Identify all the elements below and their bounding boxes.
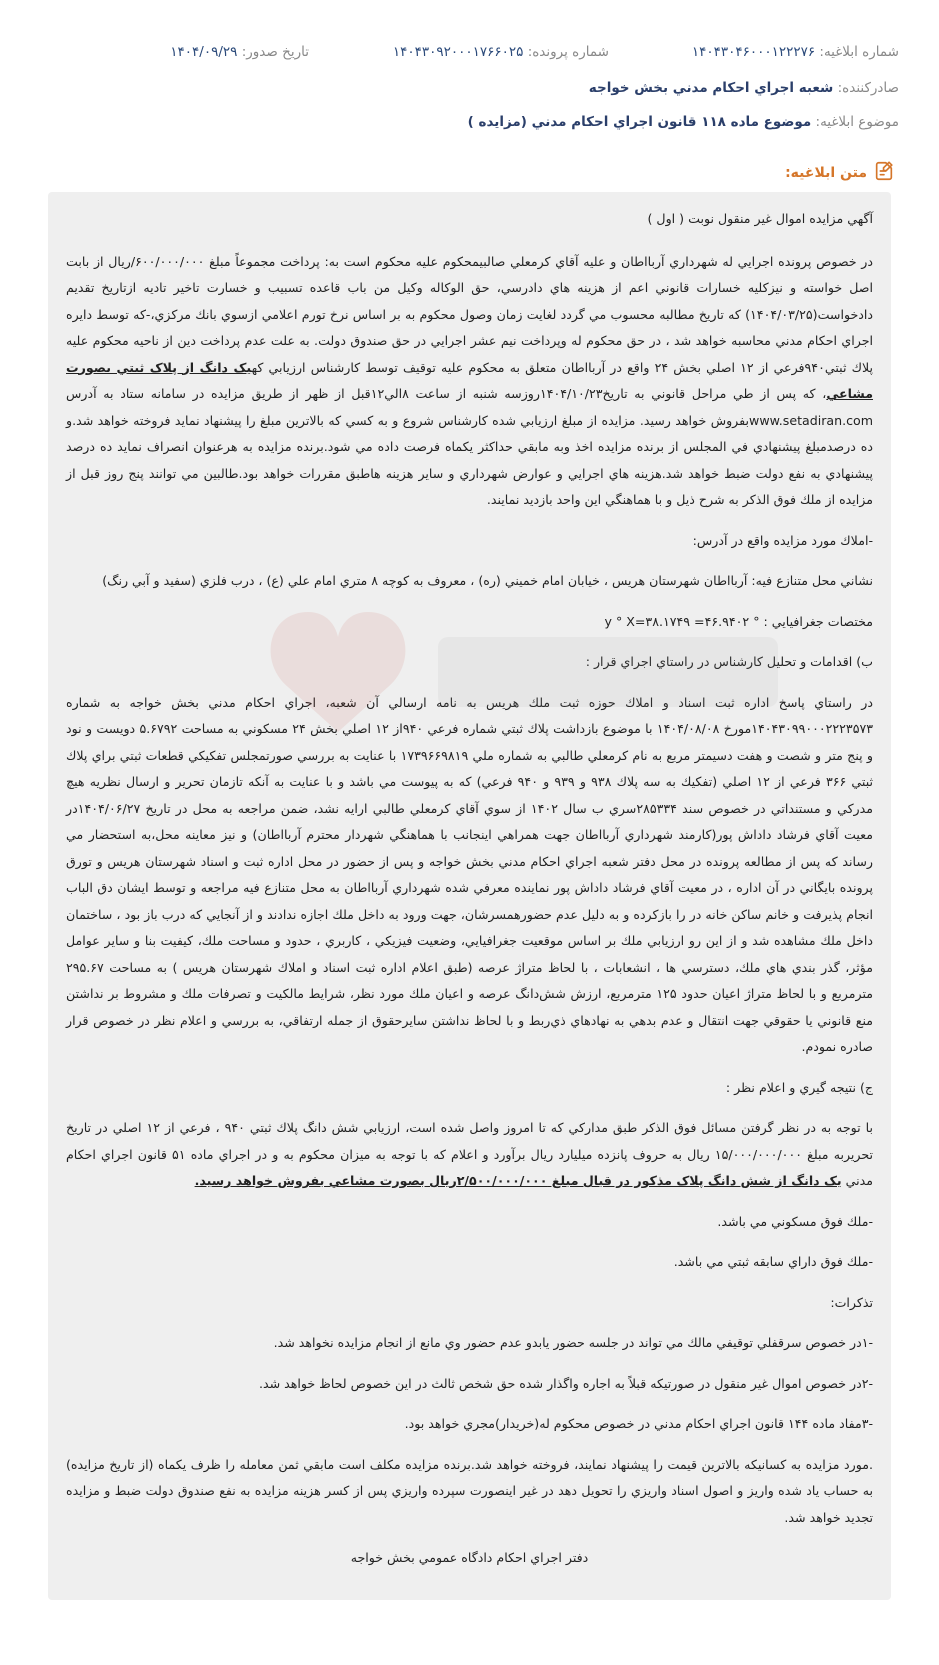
- issue-date-label: تاريخ صدور:: [241, 44, 309, 60]
- notice-heading: آگهي مزايده اموال غير منقول نوبت ( اول ): [647, 211, 873, 226]
- paragraph-note-2: -۲در خصوص اموال غير منقول در صورتيكه قبلاً به اجاره واگذار شده حق شخص ثالث در اين خصوص لحاظ خواهد شد.: [258, 1375, 873, 1391]
- issuer-value: شعبه اجراي احكام مدني بخش خواجه: [588, 80, 834, 96]
- subject-label: موضوع ابلاغيه:: [815, 114, 899, 130]
- paragraph-notes-title: تذكرات:: [830, 1294, 873, 1310]
- notice-text-heading: [785, 160, 895, 186]
- signature: دفتر اجراي احكام دادگاه عمومي بخش خواجه: [350, 1550, 589, 1565]
- paragraph-coordinates: مختصات جغرافيايي : ° ۴۶.۹۴۰۲= y ° X=۳۸.۱۷۴۹: [604, 613, 873, 629]
- issuer-label: صادركننده:: [837, 80, 899, 96]
- paragraph-1-a: در خصوص پرونده اجرايي له شهرداري آربااطان و عليه آقاي كرمعلي صالبيمحكوم عليه محكوم است به: پرداخت مجموعاً مبلغ ۶۰۰/۰۰۰/۰۰۰/ريال از بابت اصل خواسته و نيزكليه خسارات قانوني اعم از هزينه هاي دادرسي، حق الوكاله وكيل من باب قاعده تسبيب و خسارت تاخير تاديه ازتاريخ تقديم دادخواست(۱۴۰۴/۰۳/۲۵) كه تاريخ مطالبه محسوب مي گردد لغايت زمان وصول محكوم به بر اساس نرخ تورم اعلامي ازسوي بانك مركزي،-كه توسط دايره اجراي احكام مدني محاسبه خواهد شد ، در حق محكوم له وپرداخت نيم عشر اجرايي در حق صندوق دولت. به علت عدم پرداخت دين از ناحيه محكوم عليه پلاك ثبتي۹۴۰فرعي از ۱۲ اصلي بخش ۲۴ واقع در آربااطان متعلق به محكوم عليه توقيف توسط كارشناس ارزيابي كه: [66, 253, 874, 375]
- document-edit-icon: [873, 160, 895, 186]
- paragraph-note-3: -۳مفاد ماده ۱۴۴ قانون اجراي احكام مدني در خصوص محكوم له(خريدار)مجري خواهد بود.: [404, 1416, 873, 1431]
- subject: [40, 114, 899, 130]
- paragraph-conclusion-a: با توجه به در نظر گرفتن مسائل فوق الذكر طبق مداركي كه تا امروز واصل شده است، ارزيابي شش دانگ پلاك ثبتي ۹۴۰ ، فرعي از ۱۲ اصلي در تاريخ تحريربه مبلغ ۱۵/۰۰۰/۰۰۰/۰۰۰ ريال به حروف پانزده ميليارد ريال برآورد و اعلام كه با توجه به ميزان محكوم به و در اجراي ماده ۵۱ قانون اجراي احكام مدني: [66, 1120, 874, 1188]
- paragraph-section-c: ج) نتيجه گيري و اعلام نظر :: [725, 1079, 873, 1095]
- meta-row: [40, 44, 899, 66]
- paragraph-residential: -ملك فوق مسكوني مي باشد.: [717, 1213, 873, 1229]
- paragraph-note-1: -۱در خصوص سرقفلي توقيفي مالك مي تواند در جلسه حضور يابدو عدم حضور وي مانع از انجام مزايده نخواهد شد.: [273, 1335, 873, 1350]
- paragraph-expert-analysis: در راستاي پاسخ اداره ثبت اسناد و املاك حوزه ثبت ملك هريس به نامه ارسالي آن شعبه، اجراي احكام مدني بخش خواجه به شماره ۱۴۰۴۳۰۹۹۰۰۰۲۲۲۳۵۷۳مورخ ۱۴۰۴/۰۸/۰۸ با موضوع بازداشت پلاك ثبتي شماره فرعي ۹۴۰از ۱۲ اصلي بخش ۲۴ مسكوني به مساحت ۵.۶۷۹۲ دويست و نود و پنج متر و شصت و هفت دسيمتر مربع به نام كرمعلي طالبي به شماره ملي ۱۷۳۹۶۶۹۸۱۹ با عنايت به بررسي صورتمجلس تفكيكي قطعات ثبتي براي پلاك ثبتي ۳۶۶ فرعي از ۱۲ اصلي (تفكيك به سه پلاك ۹۳۸ و ۹۳۹ و ۹۴۰ فرعي) كه به پيوست مي باشد و با عنايت به آنكه تازمان تحرير و ارسال نظريه هيچ مدركي و مستنداتي در خصوص سند ۲۸۵۳۳۴سري ب سال ۱۴۰۲ از سوي آقاي كرمعلي طالبي ارايه نشد، ضمن مراجعه به محل در تاريخ ۱۴۰۴/۰۶/۲۷در معيت آقاي فرشاد داداش پور(كارمند شهرداري آربااطان جهت همراهي اينجانب با هماهنگي شهردار محترم آربااطان) و نيز معاينه محل،به استحضار مي رساند كه پس از مطالعه پرونده در محل دفتر شعبه اجراي احكام مدني بخش خواجه و پس از حضور در محل اداره ثبت و اسناد شهرستان هريس و تورق پرونده بايگاني در آن اداره ، در معيت آقاي فرشاد داداش پور نماينده معرفي شده شهرداري آربااطان به محل متنازع فيه مراجعه و توسط ايشان دق الباب انجام پذيرفت و خانم ساكن خانه در را بازكرده و به دليل عدم حضورهمسرشان، جهت ورود به داخل ملك اجازه ندادند و از آنجايي كه درب باز بود ، ساختمان داخل ملك مشاهده شد و از اين رو ارزيابي ملك بر اساس موقعيت جغرافيايي، وضعيت فيزيكي ، كاربري ، حدود و مساحت ملك، كيفيت بنا و ساير عوامل مؤثر، گذر بندي هاي ملك، دسترسي ها ، انشعابات ، با لحاظ متراژ عرصه (طبق اعلام اداره ثبت اسناد و املاك شهرستان هريس ) به مساحت ۲۹۵.۶۷ مترمربع و با لحاظ متراژ اعيان حدود ۱۲۵ مترمربع، ارزش شش‌دانگ عرصه و اعيان ملك مورد نظر، شرايط مالكيت و تصرفات ملك و مشروط بر نداشتن منع قانوني يا حقوقي جهت انتقال و عدم بدهي به نهادهاي ذي‌ربط و با لحاظ نداشتن سايرحقوق از جمله ارتفاقي، به بررسي و اعلام نظر در خصوص قرار صادره نمودم.: [66, 694, 874, 1054]
- case-number-label: شماره پرونده:: [527, 44, 609, 60]
- paragraph-final: .مورد مزايده به كسانيكه بالاترين قيمت را پيشنهاد نمايند، فروخته خواهد شد.برنده مزايده مكلف است مابقي ثمن معامله را ظرف يكماه (از تاريخ مزايده) به حساب ياد شده واريز و اصول اسناد واريزي را تحويل دهد در غير اينصورت سپرده واريزي پس از كسر هزينه مزايده به نفع صندوق دولت ضبط و مزايده تجديد خواهد شد.: [66, 1456, 873, 1525]
- case-number-value: ۱۴۰۴۳۰۹۲۰۰۰۱۷۶۶۰۲۵: [392, 44, 524, 60]
- paragraph-address: نشاني محل متنازع فيه: آربااطان شهرستان هريس ، خيابان امام خميني (ره) ، معروف به كوچه ۸ متري امام علي (ع) ، درب فلزي (سفيد و آبي رنگ): [102, 573, 873, 588]
- paragraph-address-title: -املاك مورد مزايده واقع در آدرس:: [692, 532, 873, 548]
- issuer: [40, 80, 899, 96]
- paragraph-1-underline: يک دانگ از پلاک ثبتي بصورت مشاعي: [66, 359, 873, 401]
- notice-number-label: شماره ابلاغيه:: [819, 44, 899, 60]
- notice-text-title: متن ابلاغيه:: [785, 165, 867, 181]
- paragraph-1-b: ، كه پس از طي مراحل قانوني به تاريخ۱۴۰۴/۱۰/۲۳روزسه شنبه از ساعت ۸الي۱۲قبل از ظهر از طريق مزايده در سامانه ستاد به آدرس www.setadiran.comبفروش خواهد رسيد. مزايده از مبلغ ارزيابي شده كارشناس شروع و به كسي كه بالاترين مبلغ را پيشنهاد نمايد فروخته خواهد شد.و ده درصدمبلغ پيشنهادي في المجلس از برنده مزايده اخذ وبه مابقي حداكثر يكماه فرصت داده مي شود.برنده مزايده به هرعنوان انصراف نمايد ده درصد پيشنهادي به نفع دولت ضبط خواهد شد.هزينه هاي اجرايي و عوارض شهرداري و ساير هزينه هاطبق مقررات خواهد بود.طالبين مي توانند پنج روز قبل از مزايده از ملك فوق الذكر به شرح ذيل و با هماهنگي اين واحد بازديد نمايند.: [66, 386, 873, 507]
- case-number: [393, 44, 609, 60]
- paragraph-section-b: ب) اقدامات و تحليل كارشناس در راستاي اجراي قرار :: [585, 654, 873, 669]
- notice-body: [48, 192, 891, 1600]
- subject-value: موضوع ماده ۱۱۸ قانون اجراي احكام مدني (مزايده ): [467, 114, 812, 130]
- issue-date-value: ۱۴۰۴/۰۹/۲۹: [170, 44, 238, 60]
- paragraph-1: [66, 249, 873, 514]
- issue-date: [170, 44, 309, 60]
- paragraph-conclusion-underline: يک دانگ از شش دانگ پلاک مذکور در قبال مبلغ ۲/۵۰۰/۰۰۰/۰۰۰ريال بصورت مشاعي بفروش خواهد رسيد.: [194, 1173, 842, 1188]
- notice-number-value: ۱۴۰۴۳۰۴۶۰۰۰۱۲۲۲۷۶: [691, 44, 816, 60]
- notice-number: [692, 44, 899, 60]
- paragraph-registration: -ملك فوق داراي سابقه ثبتي مي باشد.: [673, 1254, 873, 1269]
- paragraph-conclusion: [66, 1115, 873, 1195]
